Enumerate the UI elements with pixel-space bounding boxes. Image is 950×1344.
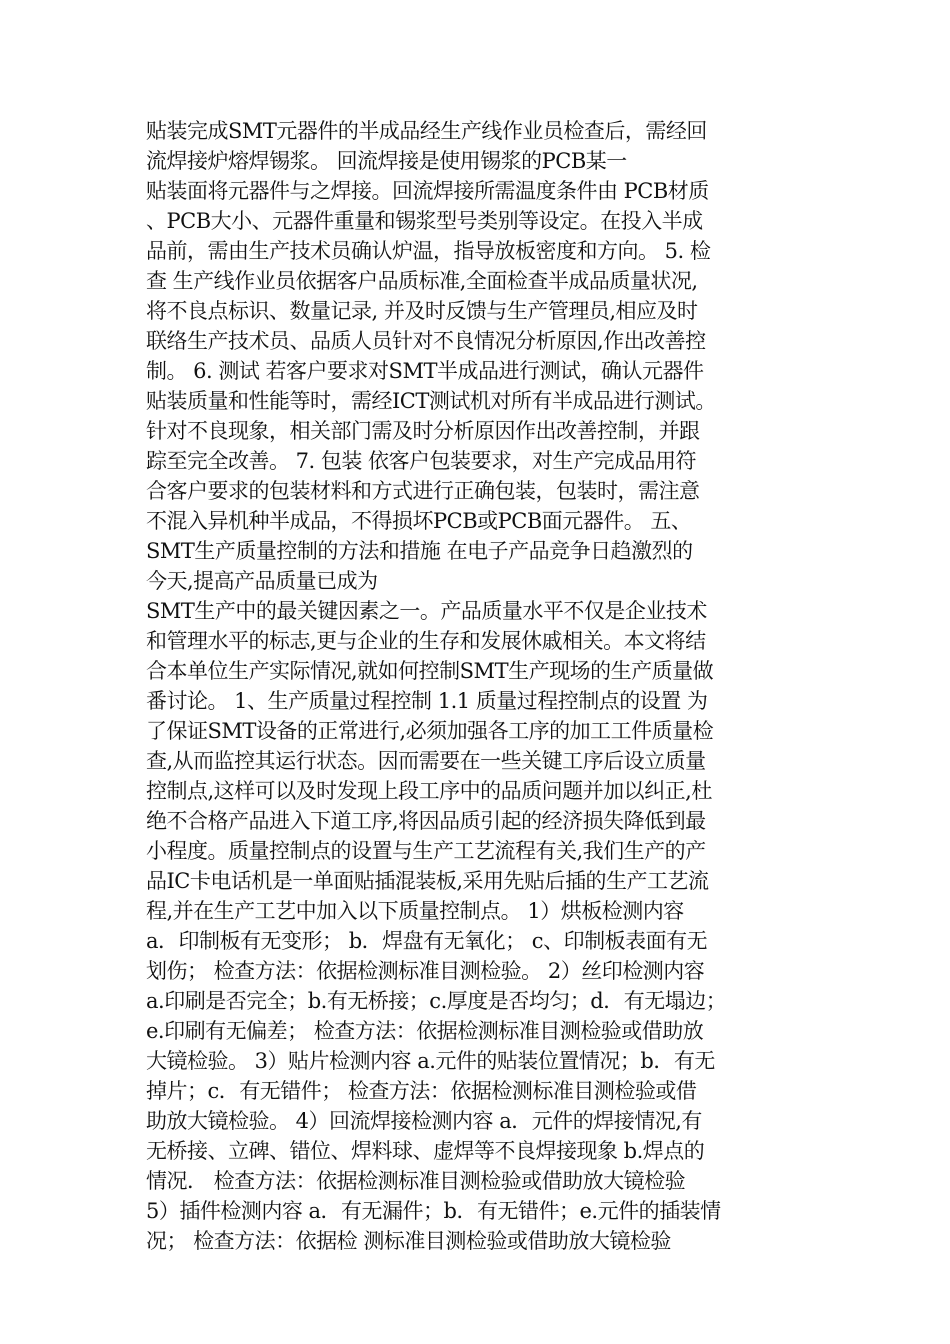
text-line: 贴装质量和性能等时，需经ICT测试机对所有半成品进行测试。 [146, 389, 716, 413]
text-line: 联络生产技术员、品质人员针对不良情况分析原因,作出改善控 [146, 329, 706, 353]
text-line: 踪至完全改善。 7. 包装 依客户包装要求，对生产完成品用符 [146, 449, 697, 473]
text-line: 情况． 检查方法：依据检测标准目测检验或借助放大镜检验 [146, 1169, 686, 1193]
text-line: 合客户要求的包装材料和方式进行正确包装，包装时，需注意 [146, 479, 700, 503]
text-line: 制。 6. 测试 若客户要求对SMT半成品进行测试，确认元器件 [146, 359, 704, 383]
text-line: 品IC卡电话机是一单面贴插混装板,采用先贴后插的生产工艺流 [146, 869, 709, 893]
text-line: 助放大镜检验。 4）回流焊接检测内容 a．元件的焊接情况,有 [146, 1109, 702, 1133]
text-line: a.印刷是否完全；b.有无桥接；c.厚度是否均匀；d．有无塌边； [146, 989, 727, 1013]
text-line: 针对不良现象，相关部门需及时分析原因作出改善控制，并跟 [146, 419, 700, 443]
text-line: 查,从而监控其运行状态。因而需要在一些关键工序后设立质量 [146, 749, 706, 773]
text-line: 小程度。质量控制点的设置与生产工艺流程有关,我们生产的产 [146, 839, 706, 863]
text-line: SMT生产质量控制的方法和措施 在电子产品竞争日趋激烈的 [146, 539, 693, 563]
text-line: 合本单位生产实际情况,就如何控制SMT生产现场的生产质量做 [146, 659, 714, 683]
text-line: e.印刷有无偏差； 检查方法：依据检测标准目测检验或借助放 [146, 1019, 704, 1043]
text-line: 将不良点标识、数量记录, 并及时反馈与生产管理员,相应及时 [146, 299, 698, 323]
text-line: 掉片；c．有无错件； 检查方法：依据检测标准目测检验或借 [146, 1079, 697, 1103]
text-line: a．印制板有无变形； b．焊盘有无氧化； c、印制板表面有无 [146, 929, 708, 953]
text-line: 流焊接炉熔焊锡浆。 回流焊接是使用锡浆的PCB某一 [146, 149, 627, 173]
text-line: 无桥接、立碑、错位、焊料球、虚焊等不良焊接现象 b.焊点的 [146, 1139, 705, 1163]
text-line: 5）插件检测内容 a．有无漏件；b．有无错件；e.元件的插装情 [146, 1199, 721, 1223]
text-line: 况； 检查方法：依据检 测标准目测检验或借助放大镜检验 [146, 1229, 671, 1253]
text-line: 今天,提高产品质量已成为 [146, 569, 378, 593]
text-line: SMT生产中的最关键因素之一。产品质量水平不仅是企业技术 [146, 599, 707, 623]
body-text [146, 116, 814, 1256]
text-line: 查 生产线作业员依据客户品质标准,全面检查半成品质量状况, [146, 269, 698, 293]
text-line: 绝不合格产品进入下道工序,将因品质引起的经济损失降低到最 [146, 809, 706, 833]
text-line: 控制点,这样可以及时发现上段工序中的品质问题并加以纠正,杜 [146, 779, 712, 803]
text-line: 番讨论。 1、生产质量过程控制 1.1 质量过程控制点的设置 为 [146, 689, 708, 713]
text-line: 品前，需由生产技术员确认炉温，指导放板密度和方向。 5. 检 [146, 239, 711, 263]
text-line: 了保证SMT设备的正常进行,必须加强各工序的加工工件质量检 [146, 719, 714, 743]
text-line: 和管理水平的标志,更与企业的生存和发展休戚相关。本文将结 [146, 629, 706, 653]
text-line: 划伤； 检查方法：依据检测标准目测检验。 2）丝印检测内容 [146, 959, 705, 983]
text-line: 大镜检验。 3）贴片检测内容 a.元件的贴装位置情况；b．有无 [146, 1049, 715, 1073]
text-line: 程,并在生产工艺中加入以下质量控制点。 1）烘板检测内容 [146, 899, 684, 923]
text-line: 、PCB大小、元器件重量和锡浆型号类别等设定。在投入半成 [146, 209, 703, 233]
text-line: 不混入异机种半成品，不得损坏PCB或PCB面元器件。 五、 [146, 509, 692, 533]
text-line: 贴装完成SMT元器件的半成品经生产线作业员检查后，需经回 [146, 119, 707, 143]
text-line: 贴装面将元器件与之焊接。回流焊接所需温度条件由 PCB材质 [146, 179, 709, 203]
